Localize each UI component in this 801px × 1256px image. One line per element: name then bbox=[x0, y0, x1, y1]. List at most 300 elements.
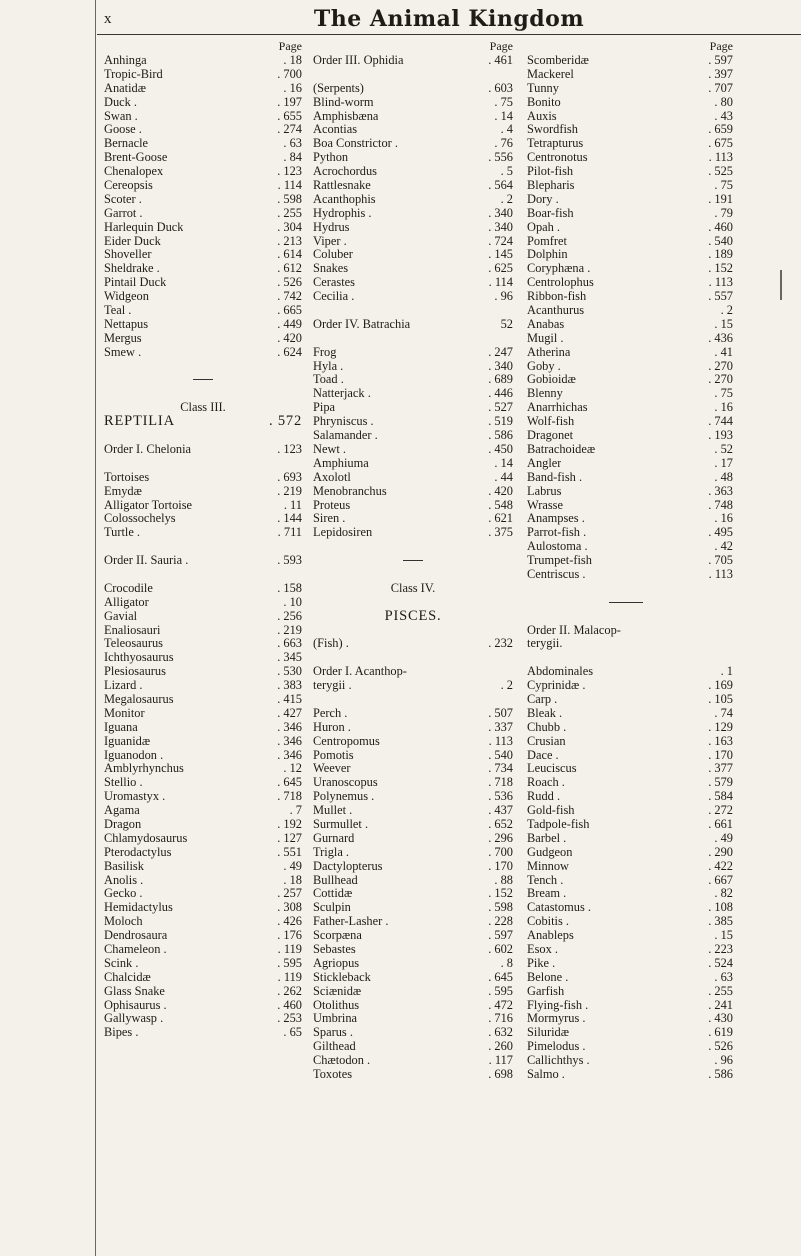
index-entry bbox=[313, 971, 513, 985]
index-entry bbox=[527, 929, 733, 943]
index-entry bbox=[313, 1012, 513, 1026]
index-entry bbox=[527, 985, 733, 999]
index-entry bbox=[104, 415, 302, 429]
entry-page: . 42 bbox=[714, 539, 733, 554]
entry-page: . 698 bbox=[488, 1067, 513, 1082]
entry-name: Order II. Sauria . bbox=[104, 554, 189, 568]
index-entry bbox=[313, 457, 513, 471]
index-entry bbox=[104, 943, 302, 957]
entry-page: . 667 bbox=[708, 872, 733, 887]
entry-page: . 742 bbox=[277, 289, 302, 304]
index-entry bbox=[104, 985, 302, 999]
entry-name: Plesiosaurus bbox=[104, 665, 166, 679]
entry-name: Bernacle bbox=[104, 137, 149, 151]
entry-name: Carp . bbox=[527, 692, 558, 706]
index-entry bbox=[104, 68, 302, 82]
entry-page: . 123 bbox=[277, 164, 302, 179]
index-entry bbox=[104, 82, 302, 96]
entry-name: Pomfret bbox=[527, 234, 567, 248]
entry-name: Cottidæ bbox=[313, 887, 353, 901]
entry-page: . 43 bbox=[714, 108, 733, 123]
entry-page: . 158 bbox=[277, 580, 302, 595]
entry-name: Stellio . bbox=[104, 776, 143, 790]
index-entry bbox=[313, 471, 513, 485]
index-entry bbox=[313, 401, 513, 415]
entry-name: Crusian bbox=[527, 734, 566, 748]
entry-page: . 8 bbox=[500, 955, 513, 970]
entry-name: Eider Duck bbox=[104, 234, 161, 248]
entry-page: . 524 bbox=[708, 955, 733, 970]
entry-name: Umbrina bbox=[313, 1012, 358, 1026]
entry-name: Brent-Goose bbox=[104, 151, 168, 165]
index-entry bbox=[313, 179, 513, 193]
entry-name: Newt . bbox=[313, 442, 347, 456]
entry-name: Flying-fish . bbox=[527, 998, 589, 1012]
entry-name: Roach . bbox=[527, 776, 565, 790]
entry-name: Tetrapturus bbox=[527, 137, 584, 151]
entry-name: Band-fish . bbox=[527, 470, 583, 484]
index-entry bbox=[313, 818, 513, 832]
entry-name: Dolphin bbox=[527, 248, 568, 262]
entry-name: Mullet . bbox=[313, 804, 353, 818]
index-entry bbox=[527, 568, 733, 582]
entry-page: . 169 bbox=[708, 678, 733, 693]
entry-name: Chlamydosaurus bbox=[104, 831, 188, 845]
entry-name: Uranoscopus bbox=[313, 776, 378, 790]
entry-page: . 346 bbox=[277, 747, 302, 762]
index-entry bbox=[527, 526, 733, 540]
entry-name: Phryniscus . bbox=[313, 415, 374, 429]
entry-page: . 290 bbox=[708, 844, 733, 859]
entry-name: Abdominales bbox=[527, 665, 594, 679]
entry-name: Teal . bbox=[104, 304, 132, 318]
entry-name: Otolithus bbox=[313, 998, 360, 1012]
entry-page: . 724 bbox=[488, 233, 513, 248]
entry-name: Pipa bbox=[313, 401, 336, 415]
index-entry bbox=[313, 137, 513, 151]
index-entry bbox=[104, 887, 302, 901]
entry-name: Perch . bbox=[313, 706, 348, 720]
entry-page: . 625 bbox=[488, 261, 513, 276]
entry-page: . 700 bbox=[488, 844, 513, 859]
entry-page: . 586 bbox=[708, 1067, 733, 1082]
index-entry bbox=[313, 373, 513, 387]
index-entry bbox=[104, 346, 302, 360]
entry-name: Leuciscus bbox=[527, 762, 577, 776]
entry-name: Atherina bbox=[527, 345, 571, 359]
index-entry bbox=[104, 693, 302, 707]
index-entry bbox=[527, 471, 733, 485]
index-entry bbox=[313, 776, 513, 790]
index-entry bbox=[527, 429, 733, 443]
index-entry bbox=[313, 360, 513, 374]
index-entry bbox=[104, 526, 302, 540]
spacer bbox=[313, 68, 513, 82]
entry-name: Blenny bbox=[527, 387, 563, 401]
index-entry bbox=[313, 290, 513, 304]
index-entry bbox=[313, 957, 513, 971]
entry-page: . 219 bbox=[277, 483, 302, 498]
entry-name: Esox . bbox=[527, 943, 558, 956]
entry-page: . 619 bbox=[708, 1025, 733, 1040]
entry-page: . 144 bbox=[277, 511, 302, 526]
entry-page: . 260 bbox=[488, 1039, 513, 1054]
index-entry bbox=[527, 901, 733, 915]
entry-page: . 564 bbox=[488, 178, 513, 193]
entry-page: . 96 bbox=[714, 1053, 733, 1068]
index-entry bbox=[104, 610, 302, 624]
entry-name: Gavial bbox=[104, 609, 138, 623]
index-entry bbox=[104, 165, 302, 179]
entry-name: Amblyrhynchus bbox=[104, 762, 184, 776]
index-entry bbox=[313, 1054, 513, 1068]
spacer bbox=[104, 429, 302, 443]
entry-name: Barbel . bbox=[527, 831, 567, 845]
index-entry bbox=[313, 123, 513, 137]
index-entry bbox=[313, 262, 513, 276]
index-entry bbox=[313, 943, 513, 957]
entry-name: Rudd . bbox=[527, 790, 561, 804]
index-entry bbox=[313, 1040, 513, 1054]
index-entry bbox=[104, 1012, 302, 1026]
section-heading: Class III. bbox=[180, 400, 226, 415]
index-column-2 bbox=[313, 40, 513, 1082]
entry-page: . 586 bbox=[488, 428, 513, 443]
entry-name: Mergus bbox=[104, 331, 142, 345]
index-entry bbox=[313, 512, 513, 526]
entry-page: . 270 bbox=[708, 358, 733, 373]
index-entry bbox=[527, 887, 733, 901]
entry-page: . 595 bbox=[277, 955, 302, 970]
spacer bbox=[104, 360, 302, 374]
spacer bbox=[313, 693, 513, 707]
entry-name: Chalcidæ bbox=[104, 970, 151, 984]
entry-page: . 12 bbox=[283, 761, 302, 776]
entry-page: . 530 bbox=[277, 664, 302, 679]
entry-name: Dendrosaura bbox=[104, 929, 168, 943]
entry-name: Blind-worm bbox=[313, 95, 374, 109]
index-entry bbox=[104, 804, 302, 818]
entry-name: Anampses . bbox=[527, 512, 585, 526]
index-entry bbox=[104, 762, 302, 776]
section-divider bbox=[313, 554, 513, 568]
entry-page: . 519 bbox=[488, 414, 513, 429]
entry-name: Gold-fish bbox=[527, 804, 575, 818]
index-entry bbox=[104, 901, 302, 915]
index-entry bbox=[313, 929, 513, 943]
index-entry bbox=[527, 360, 733, 374]
index-entry bbox=[104, 735, 302, 749]
entry-name: Bullhead bbox=[313, 873, 358, 887]
section-divider bbox=[527, 596, 733, 610]
entry-page: . 415 bbox=[277, 691, 302, 706]
section-heading: Order II. Malacop- bbox=[527, 622, 621, 637]
entry-page: . 340 bbox=[488, 358, 513, 373]
entry-page: . 75 bbox=[494, 94, 513, 109]
entry-name: Tropic-Bird bbox=[104, 67, 163, 81]
index-entry bbox=[527, 804, 733, 818]
entry-page: . 274 bbox=[277, 122, 302, 137]
entry-name: Scorpæna bbox=[313, 929, 362, 943]
entry-page: . 123 bbox=[277, 441, 302, 456]
index-entry bbox=[527, 415, 733, 429]
entry-page: . 718 bbox=[277, 789, 302, 804]
index-entry bbox=[527, 860, 733, 874]
index-entry bbox=[527, 693, 733, 707]
entry-name: Iguanidæ bbox=[104, 734, 151, 748]
index-entry bbox=[313, 832, 513, 846]
index-entry bbox=[527, 332, 733, 346]
index-entry bbox=[104, 499, 302, 513]
entry-page: . 598 bbox=[277, 191, 302, 206]
index-entry bbox=[104, 54, 302, 68]
entry-name: REPTILIA bbox=[104, 415, 175, 430]
entry-name: Toad . bbox=[313, 373, 344, 387]
entry-name: Pilot-fish bbox=[527, 165, 574, 179]
entry-name: Centronotus bbox=[527, 151, 588, 165]
entry-page: . 621 bbox=[488, 511, 513, 526]
entry-name: Mugil . bbox=[527, 331, 564, 345]
index-column-1 bbox=[104, 40, 302, 1040]
entry-name: Ichthyosaurus bbox=[104, 651, 174, 665]
index-entry bbox=[313, 346, 513, 360]
index-entry bbox=[104, 221, 302, 235]
entry-page: . 80 bbox=[714, 94, 733, 109]
index-entry bbox=[527, 373, 733, 387]
entry-page: . 152 bbox=[488, 886, 513, 901]
entry-page: . 346 bbox=[277, 719, 302, 734]
entry-name: Acanthophis bbox=[313, 192, 376, 206]
index-entry bbox=[527, 387, 733, 401]
entry-name: Emydæ bbox=[104, 484, 142, 498]
entry-page: . 450 bbox=[488, 441, 513, 456]
entry-page: . 272 bbox=[708, 803, 733, 818]
section-heading: Class IV. bbox=[390, 580, 436, 595]
entry-name: Order IV. Batrachia bbox=[313, 317, 411, 331]
entry-page: . 119 bbox=[277, 969, 302, 984]
entry-page: . 232 bbox=[488, 636, 513, 651]
index-entry bbox=[313, 901, 513, 915]
entry-name: Centrolophus bbox=[527, 276, 594, 290]
entry-name: Coryphæna . bbox=[527, 262, 591, 276]
entry-page: . 247 bbox=[488, 344, 513, 359]
index-entry bbox=[527, 707, 733, 721]
index-entry bbox=[527, 401, 733, 415]
index-entry bbox=[104, 637, 302, 651]
entry-name: Catastomus . bbox=[527, 901, 592, 915]
entry-name: Snakes bbox=[313, 262, 349, 276]
entry-name: Mormyrus . bbox=[527, 1012, 586, 1026]
entry-page: . 197 bbox=[277, 94, 302, 109]
index-entry bbox=[527, 151, 733, 165]
index-entry bbox=[313, 429, 513, 443]
index-entry bbox=[313, 221, 513, 235]
column-heading: Page bbox=[709, 39, 733, 53]
entry-name: Anatidæ bbox=[104, 81, 146, 95]
entry-page: . 614 bbox=[277, 247, 302, 262]
index-entry bbox=[313, 860, 513, 874]
entry-name: Parrot-fish . bbox=[527, 526, 587, 540]
entry-page: . 645 bbox=[277, 775, 302, 790]
entry-name: Uromastyx . bbox=[104, 790, 166, 804]
entry-name: Lizard . bbox=[104, 679, 143, 693]
entry-page: . 397 bbox=[708, 66, 733, 81]
entry-page: . 548 bbox=[488, 497, 513, 512]
index-entry bbox=[104, 860, 302, 874]
entry-name: Surmullet . bbox=[313, 817, 369, 831]
entry-name: Teleosaurus bbox=[104, 637, 164, 651]
entry-page: . 363 bbox=[708, 483, 733, 498]
entry-name: Duck . bbox=[104, 95, 138, 109]
entry-name: Anarrhichas bbox=[527, 401, 588, 415]
entry-page: . 711 bbox=[277, 525, 302, 540]
entry-name: Coluber bbox=[313, 248, 353, 262]
entry-page: . 744 bbox=[708, 414, 733, 429]
index-entry bbox=[527, 846, 733, 860]
index-entry bbox=[104, 596, 302, 610]
entry-page: . 525 bbox=[708, 164, 733, 179]
entry-page: . 14 bbox=[494, 108, 513, 123]
index-entry bbox=[313, 1068, 513, 1082]
header-rule bbox=[97, 34, 801, 35]
entry-name: Chameleon . bbox=[104, 943, 167, 956]
index-entry bbox=[313, 318, 513, 332]
entry-name: Belone . bbox=[527, 970, 569, 984]
index-entry bbox=[527, 915, 733, 929]
index-entry bbox=[313, 637, 513, 651]
entry-name: Gecko . bbox=[104, 887, 143, 901]
index-entry bbox=[527, 457, 733, 471]
index-entry bbox=[313, 96, 513, 110]
entry-name: Auxis bbox=[527, 109, 557, 123]
entry-name: Centriscus . bbox=[527, 567, 586, 581]
entry-name: Hemidactylus bbox=[104, 901, 173, 915]
spacer bbox=[313, 540, 513, 554]
entry-name: Anhinga bbox=[104, 54, 147, 67]
entry-page: . 556 bbox=[488, 150, 513, 165]
entry-name: Shoveller bbox=[104, 248, 152, 262]
index-entry bbox=[527, 999, 733, 1013]
index-entry bbox=[527, 110, 733, 124]
index-entry bbox=[527, 262, 733, 276]
index-entry bbox=[104, 707, 302, 721]
entry-page: . 119 bbox=[277, 942, 302, 956]
entry-name: Moloch bbox=[104, 915, 143, 929]
entry-page: . 495 bbox=[708, 525, 733, 540]
index-entry bbox=[104, 874, 302, 888]
entry-page: . 76 bbox=[494, 136, 513, 151]
entry-page: . 597 bbox=[708, 53, 733, 67]
entry-name: Tadpole-fish bbox=[527, 817, 590, 831]
entry-name: Wolf-fish bbox=[527, 415, 575, 429]
index-entry bbox=[104, 818, 302, 832]
entry-page: . 595 bbox=[488, 983, 513, 998]
entry-page: . 255 bbox=[708, 983, 733, 998]
index-entry bbox=[313, 804, 513, 818]
entry-page: . 44 bbox=[494, 469, 513, 484]
entry-name: Bipes . bbox=[104, 1026, 139, 1040]
index-entry bbox=[104, 193, 302, 207]
entry-name: Enaliosauri bbox=[104, 623, 161, 637]
entry-page: . 75 bbox=[714, 386, 733, 401]
entry-page: . 716 bbox=[488, 1011, 513, 1026]
entry-page: . 11 bbox=[283, 497, 302, 512]
entry-page: . 228 bbox=[488, 914, 513, 929]
spacer bbox=[104, 387, 302, 401]
entry-page: . 584 bbox=[708, 789, 733, 804]
index-entry bbox=[104, 999, 302, 1013]
index-entry bbox=[527, 443, 733, 457]
entry-name: Salmo . bbox=[527, 1068, 565, 1082]
entry-page: . 420 bbox=[277, 330, 302, 345]
index-entry bbox=[313, 874, 513, 888]
entry-name: Garfish bbox=[527, 984, 565, 998]
page-number: x bbox=[104, 11, 112, 27]
index-entry bbox=[104, 665, 302, 679]
entry-page: . 308 bbox=[277, 900, 302, 915]
index-entry bbox=[527, 1054, 733, 1068]
index-entry bbox=[527, 735, 733, 749]
entry-page: . 41 bbox=[714, 344, 733, 359]
entry-name: Toxotes bbox=[313, 1068, 353, 1082]
spacer bbox=[313, 624, 513, 638]
entry-page: . 536 bbox=[488, 789, 513, 804]
entry-name: Scomberidæ bbox=[527, 54, 589, 67]
index-entry bbox=[313, 276, 513, 290]
entry-page: . 191 bbox=[708, 191, 733, 206]
index-entry bbox=[104, 290, 302, 304]
index-entry bbox=[104, 207, 302, 221]
entry-name: Scink . bbox=[104, 956, 139, 970]
index-entry bbox=[104, 262, 302, 276]
index-entry bbox=[527, 832, 733, 846]
entry-page: . 427 bbox=[277, 705, 302, 720]
entry-page: . 337 bbox=[488, 719, 513, 734]
entry-page: . 304 bbox=[277, 219, 302, 234]
entry-page: . 655 bbox=[277, 108, 302, 123]
index-entry bbox=[104, 846, 302, 860]
entry-name: Father-Lasher . bbox=[313, 915, 389, 929]
entry-page: . 255 bbox=[277, 205, 302, 220]
entry-name: Mackerel bbox=[527, 67, 574, 81]
entry-name: Callichthys . bbox=[527, 1054, 590, 1068]
index-entry bbox=[527, 762, 733, 776]
entry-page: . 377 bbox=[708, 761, 733, 776]
entry-name: Acrochordus bbox=[313, 165, 377, 179]
index-entry bbox=[104, 832, 302, 846]
entry-page: . 460 bbox=[708, 219, 733, 234]
entry-name: Menobranchus bbox=[313, 484, 387, 498]
index-entry bbox=[527, 235, 733, 249]
entry-page: . 624 bbox=[277, 344, 302, 359]
entry-page: . 16 bbox=[283, 80, 302, 95]
entry-page: . 2 bbox=[720, 303, 733, 318]
entry-page: . 597 bbox=[488, 928, 513, 943]
index-entry bbox=[527, 818, 733, 832]
entry-name: Salamander . bbox=[313, 429, 378, 443]
entry-name: Natterjack . bbox=[313, 387, 371, 401]
entry-page: . 129 bbox=[708, 719, 733, 734]
entry-name: Chubb . bbox=[527, 720, 567, 734]
entry-name: Gilthead bbox=[313, 1040, 356, 1054]
entry-name: Glass Snake bbox=[104, 984, 165, 998]
index-entry bbox=[527, 221, 733, 235]
entry-name: Sculpin bbox=[313, 901, 351, 915]
entry-name: Tench . bbox=[527, 873, 564, 887]
entry-name: Polynemus . bbox=[313, 790, 375, 804]
entry-name: Dory . bbox=[527, 192, 559, 206]
entry-page: . 18 bbox=[283, 872, 302, 887]
